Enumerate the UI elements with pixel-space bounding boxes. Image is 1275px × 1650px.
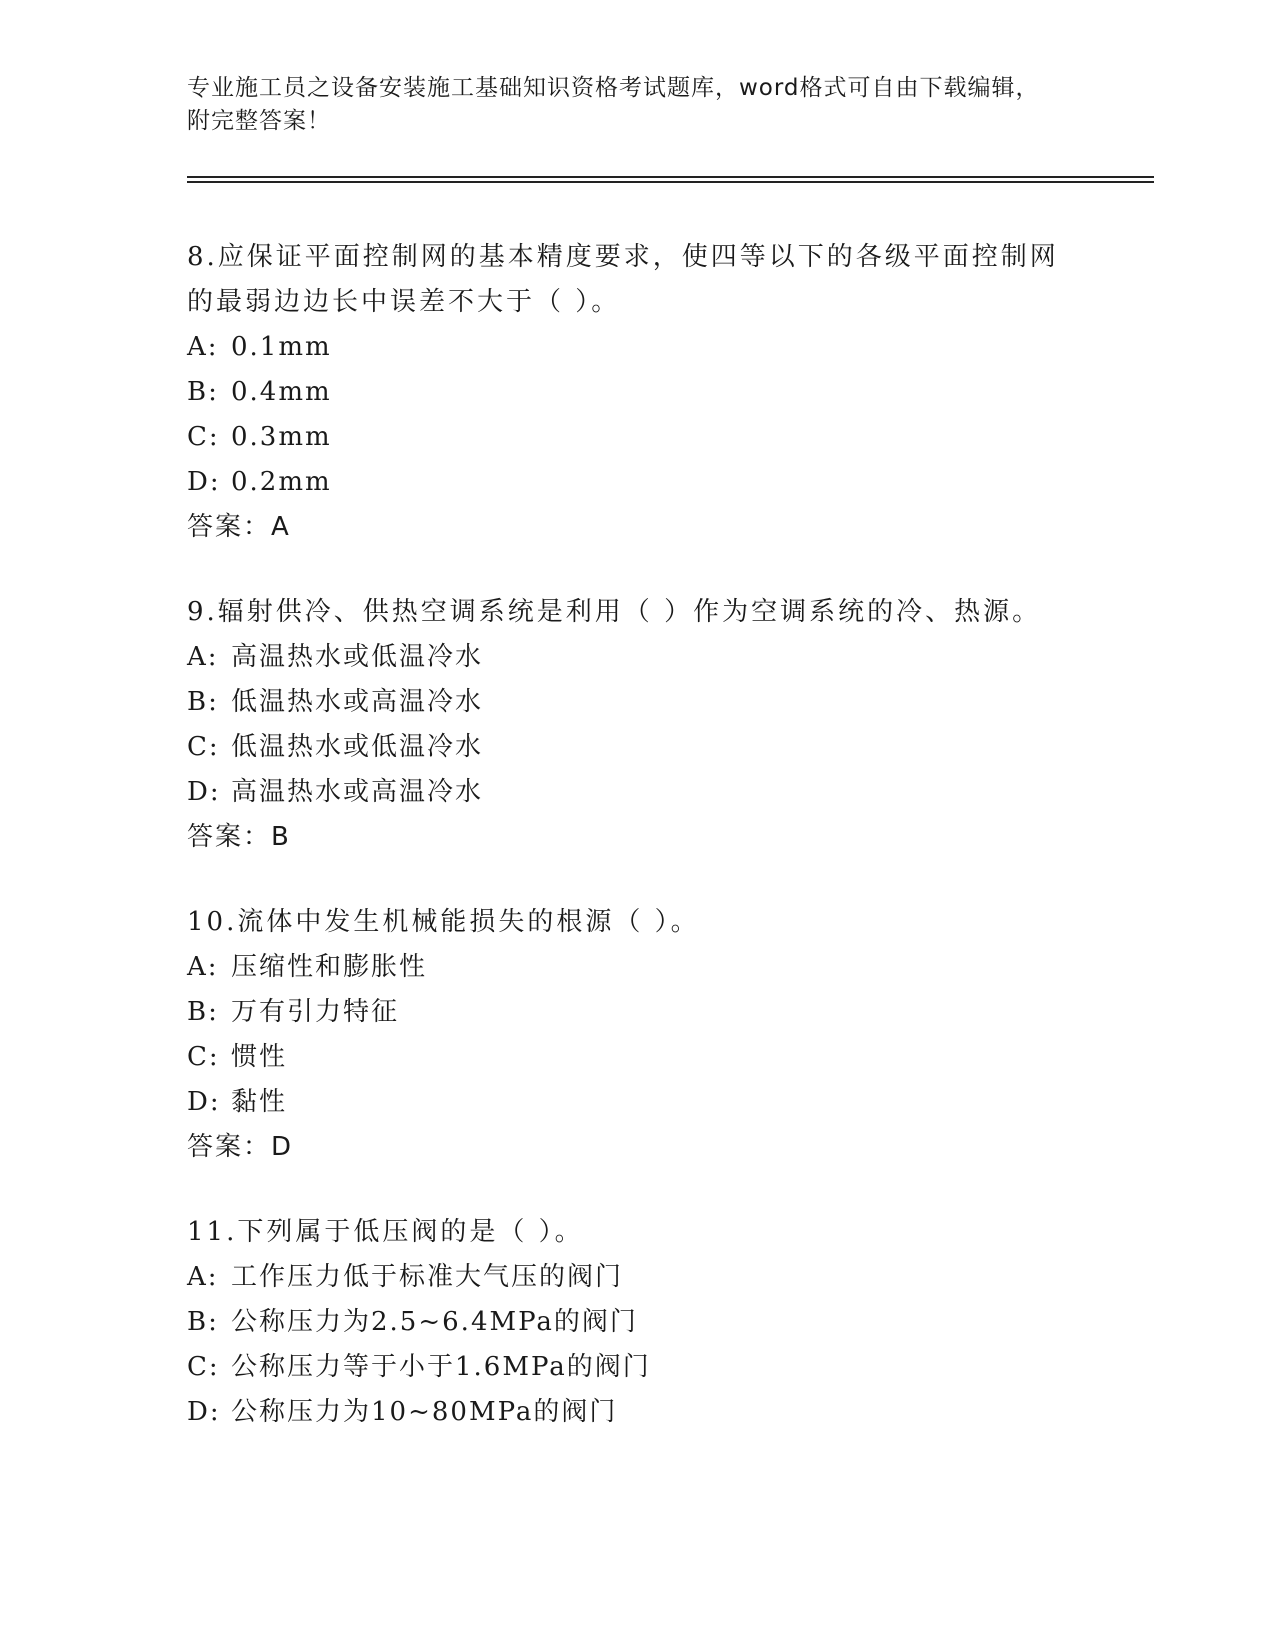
- question-text: [187, 590, 1087, 635]
- option-key: B:: [187, 377, 219, 407]
- option-key: C:: [187, 422, 220, 452]
- option-text: 公称压力为10~80MPa的阀门: [231, 1397, 618, 1427]
- option-key: D:: [187, 777, 221, 807]
- question-text-line-2: 的最弱边边长中误差不大于（ ）。: [187, 287, 621, 317]
- option-key: A:: [187, 1262, 219, 1292]
- option-key: D:: [187, 1087, 221, 1117]
- option-text: 压缩性和膨胀性: [231, 952, 428, 982]
- option-d: [187, 1390, 1087, 1435]
- option-text: 0.2mm: [231, 467, 332, 497]
- question-list: [187, 235, 1087, 1475]
- header-line-1: 专业施工员之设备安装施工基础知识资格考试题库，word格式可自由下载编辑，: [187, 75, 1040, 101]
- option-c: [187, 1345, 1087, 1390]
- option-a: [187, 325, 1087, 370]
- option-text: 万有引力特征: [231, 997, 400, 1027]
- option-key: D:: [187, 1397, 221, 1427]
- option-d: [187, 460, 1087, 505]
- option-b: [187, 680, 1087, 725]
- option-key: C:: [187, 1042, 220, 1072]
- option-text: 0.4mm: [231, 377, 332, 407]
- option-text: 工作压力低于标准大气压的阀门: [231, 1262, 624, 1292]
- option-d: [187, 1080, 1087, 1125]
- answer-label: 答案：B: [187, 822, 291, 852]
- question-text: [187, 235, 1087, 325]
- option-c: [187, 725, 1087, 770]
- option-text: 高温热水或高温冷水: [231, 777, 484, 807]
- option-text: 高温热水或低温冷水: [231, 642, 484, 672]
- option-text: 0.3mm: [231, 422, 332, 452]
- header-line-2: 附完整答案！: [187, 108, 331, 134]
- option-c: [187, 1035, 1087, 1080]
- option-a: [187, 945, 1087, 990]
- option-a: [187, 1255, 1087, 1300]
- option-key: A:: [187, 642, 219, 672]
- option-text: 低温热水或高温冷水: [231, 687, 484, 717]
- option-b: [187, 990, 1087, 1035]
- option-key: C:: [187, 732, 220, 762]
- option-key: C:: [187, 1352, 220, 1382]
- option-text: 公称压力等于小于1.6MPa的阀门: [231, 1352, 651, 1382]
- option-text: 黏性: [231, 1087, 288, 1117]
- question-8: [187, 235, 1087, 550]
- option-text: 公称压力为2.5~6.4MPa的阀门: [231, 1307, 638, 1337]
- question-text-line-1: 11.下列属于低压阀的是（ ）。: [187, 1217, 584, 1247]
- option-text: 低温热水或低温冷水: [231, 732, 484, 762]
- document-header: [187, 72, 1087, 138]
- option-key: B:: [187, 687, 219, 717]
- question-text: [187, 900, 1087, 945]
- option-text: 惯性: [231, 1042, 288, 1072]
- question-text: [187, 1210, 1087, 1255]
- option-c: [187, 415, 1087, 460]
- question-text-line-1: 10.流体中发生机械能损失的根源（ ）。: [187, 907, 700, 937]
- question-text-line-1: 8.应保证平面控制网的基本精度要求，使四等以下的各级平面控制网: [187, 242, 1059, 272]
- option-b: [187, 370, 1087, 415]
- option-text: 0.1mm: [231, 332, 332, 362]
- option-key: D:: [187, 467, 221, 497]
- option-b: [187, 1300, 1087, 1345]
- option-key: B:: [187, 997, 219, 1027]
- option-key: B:: [187, 1307, 219, 1337]
- question-10: [187, 900, 1087, 1170]
- question-11: [187, 1210, 1087, 1435]
- answer-label: 答案：D: [187, 1132, 294, 1162]
- question-text-line-1: 9.辐射供冷、供热空调系统是利用（ ）作为空调系统的冷、热源。: [187, 597, 1042, 627]
- header-divider-top: [187, 176, 1154, 178]
- option-key: A:: [187, 332, 219, 362]
- option-key: A:: [187, 952, 219, 982]
- option-d: [187, 770, 1087, 815]
- option-a: [187, 635, 1087, 680]
- header-divider-bottom: [187, 181, 1154, 183]
- answer-label: 答案：A: [187, 512, 291, 542]
- question-9: [187, 590, 1087, 860]
